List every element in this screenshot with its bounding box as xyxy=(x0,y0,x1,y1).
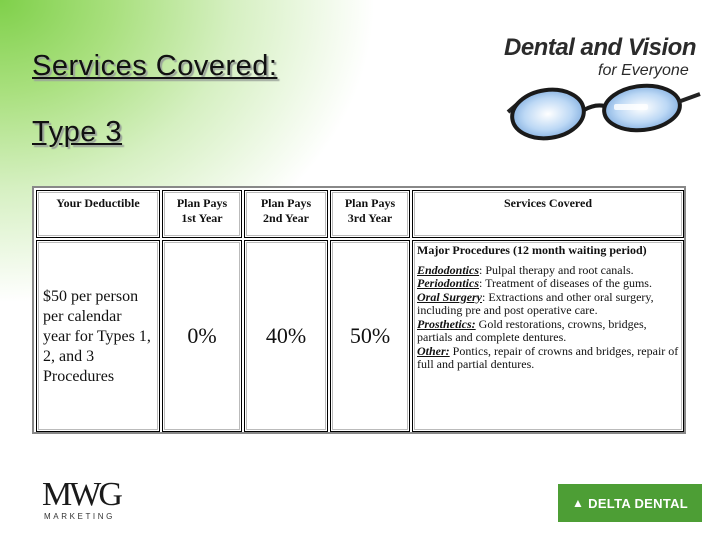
mwg-mark: MWG xyxy=(42,476,120,513)
header-year3-line1: Plan Pays xyxy=(344,196,396,210)
service-desc: : Pulpal therapy and root canals. xyxy=(479,262,634,277)
header-year2-line1: Plan Pays xyxy=(260,196,312,210)
service-item xyxy=(417,277,679,291)
service-item xyxy=(417,345,679,372)
service-label: Prosthetics: xyxy=(417,316,476,331)
year2-percent: 40% xyxy=(244,240,328,432)
delta-dental-name: DELTA DENTAL xyxy=(588,495,689,511)
header-year1 xyxy=(162,190,242,238)
header-year1-line2: 1st Year xyxy=(181,211,223,225)
slide-subtitle: Type 3 xyxy=(32,116,123,148)
service-label: Oral Surgery xyxy=(417,289,483,304)
service-desc: : Extractions and other oral surgery, including pre and post operative care. xyxy=(417,289,654,317)
brand-logo xyxy=(502,34,702,144)
slide-title: Services Covered: xyxy=(32,50,278,82)
year1-percent: 0% xyxy=(162,240,242,432)
header-year3-line2: 3rd Year xyxy=(347,211,393,225)
delta-dental-logo xyxy=(558,484,702,522)
mwg-marketing-logo xyxy=(42,478,132,522)
eyeglasses-icon xyxy=(502,78,702,144)
header-year2-line2: 2nd Year xyxy=(263,211,309,225)
service-label: Other: xyxy=(417,343,450,358)
coverage-table xyxy=(32,186,686,434)
service-item xyxy=(417,291,679,318)
year3-percent: 50% xyxy=(330,240,410,432)
header-services: Services Covered xyxy=(412,190,684,238)
header-year3 xyxy=(330,190,410,238)
service-desc: : Treatment of diseases of the gums. xyxy=(479,276,652,290)
deductible-cell: $50 per person per calendar year for Types 1, 2, and 3 Procedures xyxy=(36,240,160,432)
header-year2 xyxy=(244,190,328,238)
service-desc: Pontics, repair of crowns and bridges, repair of full and partial dentures. xyxy=(417,343,679,371)
delta-triangle-icon: ▲ xyxy=(571,496,585,510)
mwg-subtitle: MARKETING xyxy=(44,512,115,521)
header-year1-line1: Plan Pays xyxy=(176,196,228,210)
services-cell xyxy=(412,240,684,432)
services-heading: Major Procedures (12 month waiting period) xyxy=(417,243,647,257)
service-item xyxy=(417,264,679,278)
service-label: Endodontics xyxy=(417,262,480,277)
header-deductible: Your Deductible xyxy=(36,190,160,238)
brand-line2: for Everyone xyxy=(598,62,689,79)
service-item xyxy=(417,318,679,345)
service-desc: Gold restorations, crowns, bridges, partials and complete dentures. xyxy=(417,316,647,344)
brand-line1: Dental and Vision xyxy=(504,34,696,61)
service-label: Periodontics xyxy=(417,276,479,290)
